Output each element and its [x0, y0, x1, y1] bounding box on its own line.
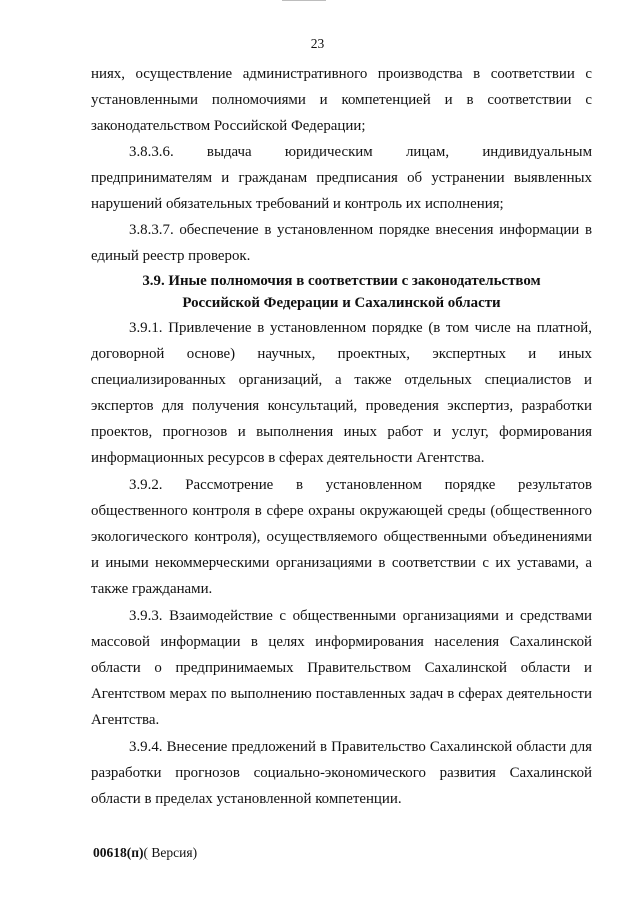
paragraph-3-9-1: 3.9.1. Привлечение в установленном порядке (в том числе на платной, договорной основе) научных, проектных, экспертных и иных специализированных организаций, а также отдельных специалистов и экспертов для получения консультаций, проведения экспертиз, разработки проектов, прогнозов и выполнения иных работ и услуг, формирования информационных ресурсов в сферах деятельности Агентства.: [91, 320, 592, 466]
page-number: 23: [310, 36, 325, 51]
paragraph-3-8-3-7: 3.8.3.7. обеспечение в установленном порядке внесения информации в единый реестр проверок.: [91, 222, 592, 264]
document-body: [91, 61, 592, 812]
paragraph-3-9-4: 3.9.4. Внесение предложений в Правительство Сахалинской области для разработки прогнозов социально-экономического развития Сахалинской области в пределах установленной компетенции.: [91, 739, 592, 807]
section-heading-line-2: Российской Федерации и Сахалинской области: [182, 295, 501, 311]
paragraph-continuation: ниях, осуществление административного производства в соответствии с установленными полномочиями и компетенцией и в соответствии с законодательством Российской Федерации;: [91, 66, 592, 134]
document-code: 00618(п): [93, 845, 144, 860]
document-version: ( Версия): [143, 845, 198, 860]
paragraph-3-8-3-6: 3.8.3.6. выдача юридическим лицам, индивидуальным предпринимателям и гражданам предписания об устранении выявленных нарушений обязательных требований и контроль их исполнения;: [91, 144, 592, 212]
scan-mark-top: [282, 0, 326, 1]
paragraph-3-9-2: 3.9.2. Рассмотрение в установленном порядке результатов общественного контроля в сфере охраны окружающей среды (общественного экологического контроля), осуществляемого общественными объединениями и иными некоммерческими организациями в соответствии с их уставами, а также гражданами.: [91, 477, 592, 597]
section-heading: [91, 270, 592, 314]
document-footer: [93, 845, 197, 861]
paragraph-3-9-3: 3.9.3. Взаимодействие с общественными организациями и средствами массовой информации в целях информирования населения Сахалинской области о предпринимаемых Правительством Сахалинской области и Агентством мерах по выполнению поставленных задач в сферах деятельности Агентства.: [91, 608, 592, 728]
section-heading-line-1: 3.9. Иные полномочия в соответствии с законодательством: [142, 273, 541, 289]
